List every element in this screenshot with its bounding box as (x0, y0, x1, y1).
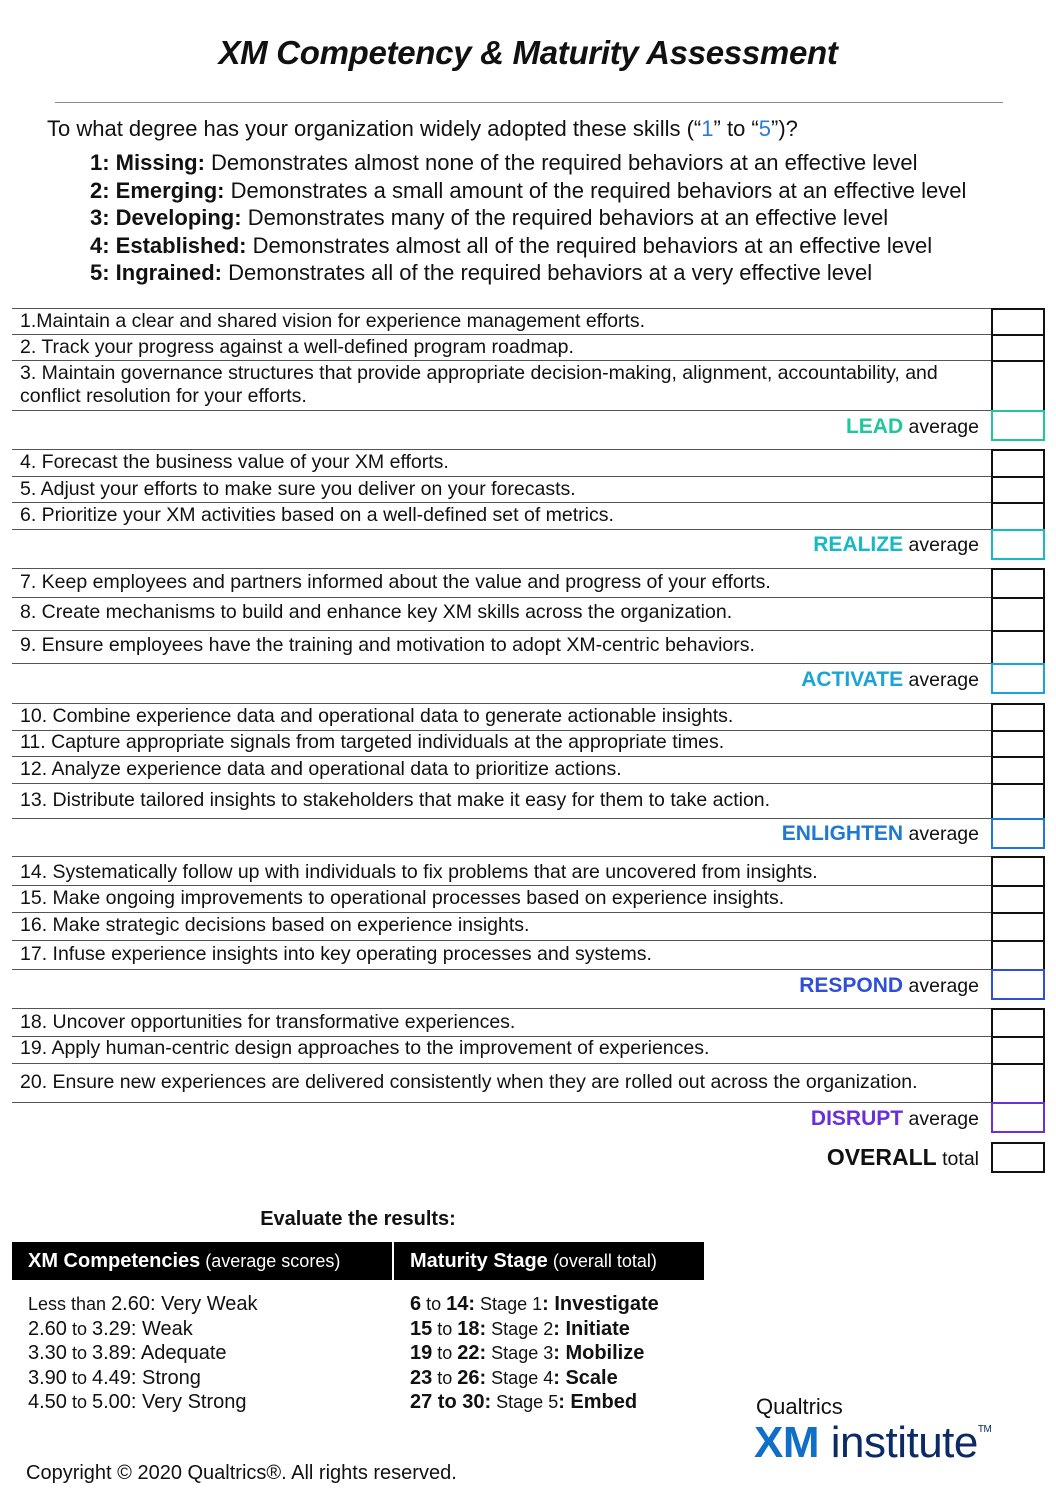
row-divider (12, 334, 991, 335)
overall-name: OVERALL (826, 1144, 937, 1170)
item-text: 8. Create mechanisms to build and enhance key XM skills across the organization. (20, 601, 733, 623)
stage-range: 19 (410, 1342, 433, 1364)
item-text: 12. Analyze experience data and operational data to prioritize actions. (20, 758, 622, 780)
scale-item-5 (90, 260, 872, 286)
range-text: 2.60 (28, 1317, 67, 1340)
enlighten-average-box[interactable] (991, 818, 1045, 849)
score-box-10[interactable] (991, 703, 1045, 732)
item-text: 4. Forecast the business value of your XM efforts. (20, 451, 449, 473)
question-text-start: To what degree has your organization widely adopted these skills (“ (47, 116, 702, 141)
average-suffix: average (903, 1108, 979, 1130)
question-text-end: ”)? (771, 116, 798, 141)
stage-number: Stage 3 (486, 1343, 554, 1363)
stage-to: to (432, 1367, 458, 1388)
realize-average-label (813, 533, 979, 557)
maturity-list (410, 1292, 659, 1415)
item-text: 5. Adjust your efforts to make sure you deliver on your forecasts. (20, 478, 576, 500)
stage-number: Stage 2 (486, 1318, 554, 1339)
maturity-stage (410, 1317, 659, 1342)
item-text: 20. Ensure new experiences are delivered consistently when they are rolled out across the organization. (20, 1071, 918, 1093)
row-divider (12, 1063, 991, 1064)
range-text: 3.90 (28, 1366, 67, 1389)
score-box-9[interactable] (991, 630, 1045, 665)
stage-end: 22: (457, 1342, 487, 1364)
score-box-12[interactable] (991, 756, 1045, 785)
range-text: 5.00: Very Strong (91, 1391, 247, 1413)
row-divider (12, 818, 991, 819)
score-box-15[interactable] (991, 885, 1045, 914)
maturity-header (394, 1242, 704, 1280)
average-suffix: average (903, 669, 979, 691)
stage-end: 26: (457, 1366, 487, 1389)
scale-desc: Demonstrates almost none of the required behaviors at an effective level (204, 150, 918, 175)
item-text: 1.Maintain a clear and shared vision for experience management efforts. (20, 310, 646, 332)
question-max-value: 5 (758, 116, 771, 141)
stage-to: to (421, 1294, 447, 1314)
item-text: 16. Make strategic decisions based on experience insights. (20, 914, 530, 936)
score-box-7[interactable] (991, 568, 1045, 599)
score-box-8[interactable] (991, 597, 1045, 632)
page-title: XM Competency & Maturity Assessment (218, 34, 838, 71)
row-divider (12, 856, 991, 857)
maturity-stage (410, 1292, 659, 1317)
item-text: 18. Uncover opportunities for transformative experiences. (20, 1011, 516, 1033)
row-divider (12, 783, 991, 784)
question-text-mid: ” to “ (713, 116, 759, 141)
score-box-11[interactable] (991, 730, 1045, 758)
logo-trademark: TM (977, 1424, 992, 1435)
row-divider (12, 410, 991, 411)
respond-average-label (799, 974, 979, 998)
maturity-stage (410, 1341, 659, 1366)
item-text: 14. Systematically follow up with individuals to fix problems that are uncovered from insights. (20, 861, 818, 883)
range-text: to (66, 1367, 92, 1388)
row-divider (12, 1102, 991, 1103)
range-text: to (66, 1343, 92, 1363)
stage-range: 23 (410, 1366, 433, 1389)
stage-range: 27 to 30: (410, 1391, 492, 1413)
competency-range (28, 1366, 257, 1391)
competencies-head-text: XM Competencies (28, 1250, 201, 1272)
maturity-head-text: Maturity Stage (410, 1250, 548, 1272)
item-text: 9. Ensure employees have the training and motivation to adopt XM-centric behaviors. (20, 634, 755, 656)
activate-average-label (801, 668, 979, 692)
competency-range (28, 1341, 257, 1366)
qualtrics-logo-text: Qualtrics (756, 1394, 843, 1419)
average-suffix: average (903, 416, 979, 438)
item-text: 7. Keep employees and partners informed about the value and progress of your efforts. (20, 571, 771, 593)
overall-total-box[interactable] (991, 1142, 1045, 1173)
competency-range (28, 1317, 257, 1342)
title-divider (55, 102, 1003, 103)
xm-institute-logo (754, 1418, 991, 1468)
range-text: 4.50 (28, 1391, 67, 1413)
score-box-1[interactable] (991, 308, 1045, 336)
stage-name: : Embed (558, 1391, 638, 1413)
overall-total-label (827, 1144, 979, 1171)
score-box-17[interactable] (991, 940, 1045, 971)
range-text: Less than (28, 1294, 112, 1314)
row-divider (12, 885, 991, 886)
row-divider (12, 308, 991, 309)
row-divider (12, 703, 991, 704)
maturity-head-sub: (overall total) (547, 1251, 657, 1271)
scale-item-4 (90, 233, 932, 259)
range-text: 2.60 (111, 1293, 150, 1315)
row-divider (12, 597, 991, 598)
stage-to: to (432, 1343, 458, 1363)
item-text: 11. Capture appropriate signals from targeted individuals at the appropriate times. (20, 731, 725, 753)
category-name: RESPOND (799, 974, 904, 997)
row-divider (12, 940, 991, 941)
score-box-13[interactable] (991, 783, 1045, 820)
category-name: DISRUPT (810, 1107, 904, 1130)
maturity-stage (410, 1390, 659, 1415)
category-name: ENLIGHTEN (781, 822, 904, 845)
stage-name: : Mobilize (553, 1342, 645, 1364)
disrupt-average-label (811, 1107, 979, 1131)
item-text: 10. Combine experience data and operational data to generate actionable insights. (20, 705, 734, 727)
item-text: 2. Track your progress against a well-defined program roadmap. (20, 336, 574, 358)
row-divider (12, 476, 991, 477)
range-text: 4.49: Strong (91, 1366, 201, 1389)
average-suffix: average (903, 534, 979, 556)
row-divider (12, 756, 991, 757)
rating-question (47, 116, 798, 142)
row-divider (12, 449, 991, 450)
stage-range: 15 (410, 1317, 433, 1340)
category-name: REALIZE (813, 533, 904, 556)
range-text: to (66, 1392, 92, 1412)
stage-name: : Investigate (542, 1293, 659, 1315)
copyright-notice: Copyright © 2020 Qualtrics®. All rights reserved. (26, 1462, 457, 1484)
competencies-head-sub: (average scores) (200, 1251, 341, 1271)
stage-range: 6 (410, 1293, 422, 1315)
scale-desc: Demonstrates all of the required behaviors at a very effective level (222, 260, 873, 285)
stage-number: Stage 4 (486, 1367, 554, 1388)
score-box-6[interactable] (991, 502, 1045, 531)
scale-key: 1: Missing: (90, 150, 205, 175)
row-divider (12, 529, 991, 530)
disrupt-average-box[interactable] (991, 1102, 1045, 1133)
stage-number: Stage 5 (491, 1392, 559, 1412)
stage-name: : Initiate (553, 1317, 630, 1340)
range-text: 3.89: Adequate (91, 1342, 227, 1364)
stage-name: : Scale (553, 1366, 618, 1389)
scale-key: 3: Developing: (90, 205, 242, 230)
average-suffix: average (903, 823, 979, 845)
item-text: 17. Infuse experience insights into key operating processes and systems. (20, 943, 652, 965)
respond-average-box[interactable] (991, 969, 1045, 1000)
logo-xm: XM (754, 1418, 819, 1467)
row-divider (12, 568, 991, 569)
scale-desc: Demonstrates many of the required behaviors at an effective level (241, 205, 889, 230)
score-box-20[interactable] (991, 1063, 1045, 1104)
item-text: 13. Distribute tailored insights to stakeholders that make it easy for them to take action. (20, 789, 771, 811)
score-box-4[interactable] (991, 449, 1045, 478)
question-min-value: 1 (701, 116, 714, 141)
scale-item-2 (90, 178, 966, 204)
category-name: ACTIVATE (801, 668, 904, 691)
lead-average-box[interactable] (991, 410, 1045, 441)
row-divider (12, 663, 991, 664)
scale-item-3 (90, 205, 888, 231)
score-box-3[interactable] (991, 360, 1045, 412)
scale-desc: Demonstrates almost all of the required behaviors at an effective level (246, 233, 933, 258)
score-box-16[interactable] (991, 912, 1045, 942)
maturity-stage (410, 1366, 659, 1391)
stage-end: 18: (457, 1317, 487, 1340)
realize-average-box[interactable] (991, 529, 1045, 560)
range-text: 3.30 (28, 1342, 67, 1364)
row-divider (12, 630, 991, 631)
score-box-19[interactable] (991, 1036, 1045, 1065)
category-name: LEAD (845, 415, 904, 438)
enlighten-average-label (782, 822, 979, 846)
item-text: 3. Maintain governance structures that provide appropriate decision-making, alignment, accountability, and conflict resolution for your efforts. (20, 362, 938, 407)
competency-range (28, 1390, 257, 1415)
range-text: to (66, 1318, 92, 1339)
stage-to: to (432, 1318, 458, 1339)
score-box-18[interactable] (991, 1008, 1045, 1038)
average-suffix: average (903, 975, 979, 997)
scale-key: 2: Emerging: (90, 178, 225, 203)
total-suffix: total (936, 1148, 979, 1170)
range-text: 3.29: Weak (91, 1317, 193, 1340)
logo-institute: institute (819, 1418, 978, 1467)
score-box-5[interactable] (991, 476, 1045, 504)
row-divider (12, 1008, 991, 1009)
row-divider (12, 502, 991, 503)
item-text: 6. Prioritize your XM activities based on a well-defined set of metrics. (20, 504, 614, 526)
scale-key: 4: Established: (90, 233, 247, 258)
lead-average-label (846, 415, 979, 439)
scale-key: 5: Ingrained: (90, 260, 223, 285)
score-box-14[interactable] (991, 856, 1045, 887)
stage-number: Stage 1 (475, 1294, 543, 1314)
competencies-header (12, 1242, 392, 1280)
evaluate-title: Evaluate the results: (260, 1208, 456, 1230)
competencies-list (28, 1292, 257, 1415)
range-text: : Very Weak (150, 1293, 258, 1315)
item-text: 19. Apply human-centric design approaches to the improvement of experiences. (20, 1037, 710, 1059)
item-text: 15. Make ongoing improvements to operational processes based on experience insights. (20, 887, 785, 909)
activate-average-box[interactable] (991, 663, 1045, 694)
row-divider (12, 360, 991, 361)
scale-desc: Demonstrates a small amount of the required behaviors at an effective level (224, 178, 967, 203)
competency-range (28, 1292, 257, 1317)
row-divider (12, 912, 991, 913)
scale-item-1 (90, 150, 917, 176)
score-box-2[interactable] (991, 334, 1045, 362)
stage-end: 14: (446, 1293, 476, 1315)
row-divider (12, 969, 991, 970)
